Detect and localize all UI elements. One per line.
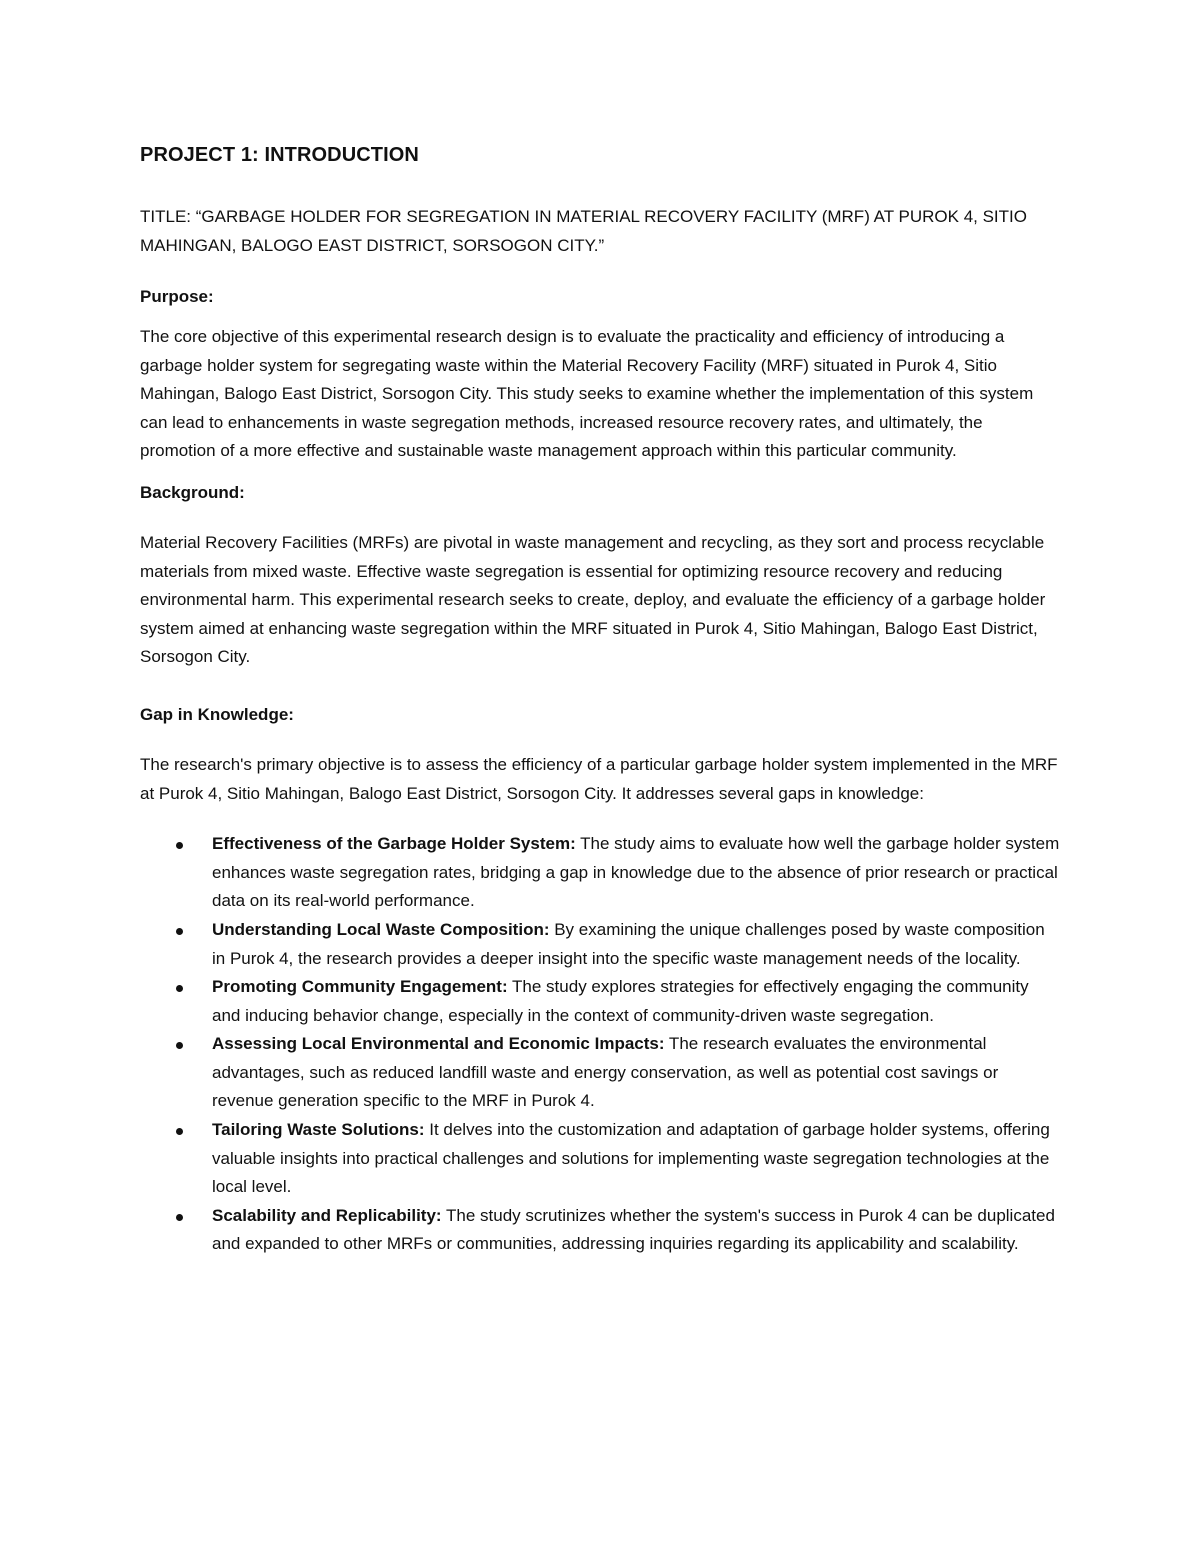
document-title: PROJECT 1: INTRODUCTION (140, 144, 419, 166)
project-title-line: TITLE: “GARBAGE HOLDER FOR SEGREGATION IN MATERIAL RECOVERY FACILITY (MRF) AT PUROK 4, SITIO MAHINGAN, BALOGO EAST DISTRICT, SORSOGON CITY.” (140, 207, 1027, 255)
purpose-paragraph: The core objective of this experimental research design is to evaluate the practicality and efficiency of introducing a garbage holder system for segregating waste within the Material Recovery Facility (MRF) situated in Purok 4, Sitio Mahingan, Balogo East District, Sorsogon City. This study seeks to examine whether the implementation of this system can lead to enhancements in waste segregation methods, increased resource recovery rates, and ultimately, the promotion of a more effective and sustainable waste management approach within this particular community. (140, 327, 1034, 461)
background-paragraph: Material Recovery Facilities (MRFs) are pivotal in waste management and recycling, as they sort and process recyclable materials from mixed waste. Effective waste segregation is essential for optimizing resource recovery and reducing environmental harm. This experimental research seeks to create, deploy, and evaluate the efficiency of a garbage holder system aimed at enhancing waste segregation within the MRF situated in Purok 4, Sitio Mahingan, Balogo East District, Sorsogon City. (140, 532, 1046, 667)
list-item-text: The study scrutinizes whether the system's success in Purok 4 can be duplicated and expanded to other MRFs or communities, addressing inquiries regarding its applicability and scalability. (212, 1205, 1055, 1254)
bullet-icon (176, 1128, 183, 1135)
bullet-icon (176, 1042, 183, 1049)
bullet-icon (176, 985, 183, 992)
background-heading: Background: (140, 482, 245, 502)
bullet-icon (176, 842, 183, 849)
bullet-icon (176, 1214, 183, 1221)
list-item-label: Promoting Community Engagement: (212, 977, 508, 997)
list-item (140, 1030, 1060, 1116)
list-item-label: Understanding Local Waste Composition: (212, 919, 550, 939)
list-item (140, 1202, 1060, 1259)
list-item-label: Scalability and Replicability: (212, 1205, 442, 1225)
list-item-label: Assessing Local Environmental and Economic Impacts: (212, 1034, 665, 1054)
list-item-text: The research evaluates the environmental advantages, such as reduced landfill waste and energy conservation, as well as potential cost savings or revenue generation specific to the MRF in Purok 4. (212, 1034, 999, 1111)
list-item-text: By examining the unique challenges posed by waste composition in Purok 4, the research provides a deeper insight into the specific waste management needs of the locality. (212, 919, 1045, 968)
list-item (140, 916, 1060, 973)
list-item-text: The study aims to evaluate how well the garbage holder system enhances waste segregation rates, bridging a gap in knowledge due to the absence of prior research or practical data on its real-world performance. (212, 834, 1060, 911)
list-item-label: Tailoring Waste Solutions: (212, 1120, 425, 1140)
list-item (140, 1116, 1060, 1202)
list-item (140, 973, 1060, 1030)
list-item (140, 830, 1060, 916)
document-page (140, 138, 1060, 1259)
bullet-icon (176, 928, 183, 935)
gap-heading: Gap in Knowledge: (140, 704, 294, 724)
list-item-text: The study explores strategies for effectively engaging the community and inducing behavior change, especially in the context of community-driven waste segregation. (212, 977, 1029, 1025)
gap-paragraph: The research's primary objective is to assess the efficiency of a particular garbage holder system implemented in the MRF at Purok 4, Sitio Mahingan, Balogo East District, Sorsogon City. It addresses several gaps in knowledge: (140, 754, 1058, 803)
list-item-text: It delves into the customization and adaptation of garbage holder systems, offering valuable insights into practical challenges and solutions for implementing waste segregation technologies at the local level. (212, 1120, 1050, 1197)
list-item-label: Effectiveness of the Garbage Holder System: (212, 834, 576, 854)
purpose-heading: Purpose: (140, 287, 214, 306)
gap-bullet-list (140, 830, 1060, 1259)
